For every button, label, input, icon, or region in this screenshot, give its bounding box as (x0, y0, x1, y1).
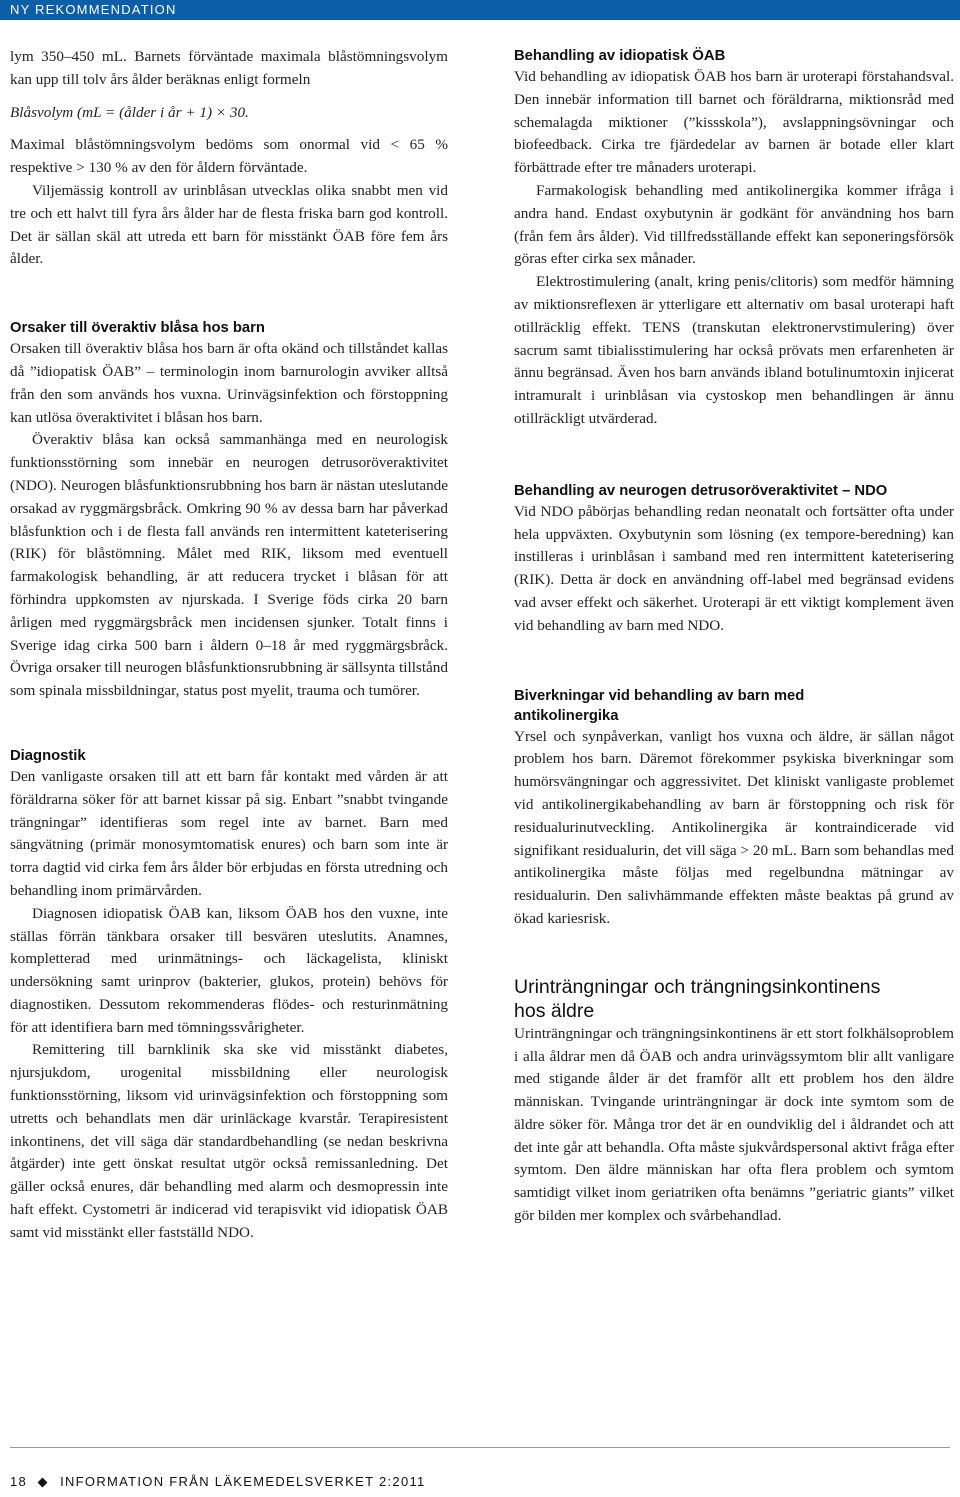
right-column (514, 46, 954, 1228)
idiopathic-treatment-heading: Behandling av idiopatisk ÖAB (514, 48, 726, 64)
diagnostics-paragraph-2: Diagnosen idiopatisk ÖAB kan, liksom ÖAB hos den vuxne, inte ställas förrän tänkbara orsaker till besvären uteslutits. Anamnes, kompletterad med urinmätnings- och läckagelista, kliniskt undersökning samt urinprov (bakterier, glukos, protein) behövs för diagnostiken. Dessutom rekommenderas flödes- och resturinmätning för att identifiera barn med tömningssvårigheter. (10, 904, 448, 1036)
idiopathic-paragraph-3: Elektrostimulering (analt, kring penis/clitoris) som medför hämning av miktionsreflexen är ytterligare ett alternativ om basal uroterapi haft otillräcklig effekt. TENS (transkutan elektronervstimulering) över sacrum samt tibialisstimulering har också prövats men erfarenheten är ännu begränsad. Även hos barn används ibland botulinumtoxin injicerat intramuralt i urinblåsan via cystoskop men behandlingen är ännu otillräckligt utvärderad. (514, 273, 954, 427)
side-effects-heading-line-1: Biverkningar vid behandling av barn med (514, 687, 805, 704)
publication-name: INFORMATION FRÅN LÄKEMEDELSVERKET 2:2011 (60, 1474, 426, 1489)
causes-paragraph-2: Överaktiv blåsa kan också sammanhänga med en neurologisk funktionsstörning som innebär en neurogen detrusoröveraktivitet (NDO). Neurogen blåsfunktionsrubbning hos barn är nästan uteslutande orsakad av ryggmärgsbråck. Omkring 90 % av dessa barn har påverkad blåsfunktion och i de flesta fall används ren intermittent kateterisering (RIK) för blåstömning. Målet med RIK, liksom med eventuell farmakologisk behandling, är att reducera trycket i blåsan för att förhindra uppkomsten av njurskada. I Sverige föds cirka 20 barn årligen med ryggmärgsbråck men incidensen sjunker. Totalt finns i Sverige idag cirka 500 barn i åldern 0–18 år med ryggmärgsbråck. Övriga orsaker till neurogen blåsfunktionsrubbning är sällsynta tillstånd som spinala missbildningar, status post myelit, trauma och tumörer. (10, 431, 448, 700)
idiopathic-paragraph-1: Vid behandling av idiopatisk ÖAB hos barn är uroterapi förstahandsval. Den innebär information till barnet och föräldrarna, miktionsråd med schemalagda miktioner (”kissskola”), avslappningsövningar och biofeedback. Cirka tre fjärdedelar av barnen är botade eller klart förbättrade efter tre månaders uroterapi. (514, 68, 954, 177)
elderly-paragraph-1: Urinträngningar och trängningsinkontinens är ett stort folkhälsoproblem i alla åldrar men då ÖAB och andra urinvägssymtom blir allt vanligare med stigande ålder är det framför allt ett problem hos den äldre människan. Tvingande urinträngningar är dock inte symtom som de äldre söker för. Många tror det är en oundviklig del i åldrandet och att det inte går att behandla. Ofta måste sjukvårdspersonal aktivt fråga efter symtom. Den äldre människan har ofta flera problem och symtom samtidigt vilket inom geriatriken ofta benämns ”geriatric giants” vilket gör bilden mer komplex och svårbehandlad. (514, 1024, 954, 1225)
diagnostics-heading: Diagnostik (10, 747, 86, 764)
volume-formula: Blåsvolym (mL = (ålder i år + 1) × 30. (10, 103, 249, 121)
side-effects-heading-line-2: antikolinergika (514, 707, 619, 724)
page-number: 18 (10, 1474, 28, 1489)
side-effects-heading (514, 686, 954, 726)
header-bar (0, 0, 960, 20)
footer-divider (10, 1447, 950, 1448)
section-label: NY REKOMMENDATION (10, 2, 177, 17)
elderly-section-heading (514, 975, 954, 1023)
causes-heading: Orsaker till överaktiv blåsa hos barn (10, 320, 265, 337)
intro-paragraph-3: Viljemässig kontroll av urinblåsan utvecklas olika snabbt men vid tre och ett halvt till fyra års ålder har de flesta friska barn god kontroll. Det är sällan skäl att utreda ett barn för misstänkt ÖAB före fem års ålder. (10, 181, 448, 268)
page-footer (10, 1472, 426, 1492)
side-effects-paragraph-1: Yrsel och synpåverkan, vanligt hos vuxna och äldre, är sällan något problem hos barn. Däremot förekommer psykiska biverkningar som humörsvängningar och aggressivitet. Det kliniskt vanligaste problemet vid antikolinergikabehandling av barn är förstoppning och risk för residualurinutveckling. Antikolinergika är kontraindicerade vid signifikant residualurin, det vill säga > 20 mL. Barn som behandlas med antikolinergika måste följas med regelbundna mätningar av residualurin. Den salivhämmande effekten måste beaktas på grund av ökad kariesrisk. (514, 727, 954, 927)
idiopathic-paragraph-2: Farmakologisk behandling med antikolinergika kommer ifråga i andra hand. Endast oxybutynin är godkänt för användning hos barn (från fem års ålder). Vid tillfredsställande effekt kan seponeringsförsök göras efter cirka sex månader. (514, 181, 954, 268)
diagnostics-paragraph-3: Remittering till barnklinik ska ske vid misstänkt diabetes, njursjukdom, urogenital missbildning eller neurologisk funktionsstörning, liksom vid urinvägsinfektion och förstoppning som utretts och behandlats men där urinläckage kvarstår. Terapiresistent inkontinens, det vill säga där standardbehandling (se nedan beskrivna åtgärder) inte gett önskat resultat utgör också remissanledning. Det gäller också enures, där behandling med alarm och desmopressin inte haft effekt. Cystometri är indicerad vid terapisvikt vid idiopatisk ÖAB samt vid misstänkt eller fastställd NDO. (10, 1041, 448, 1241)
neurogenic-treatment-heading: Behandling av neurogen detrusoröveraktivitet – NDO (514, 482, 888, 499)
left-column (10, 46, 448, 1245)
intro-paragraph-1: lym 350–450 mL. Barnets förväntade maximala blåstömningsvolym kan upp till tolv års ålder beräknas enligt formeln (10, 48, 448, 88)
elderly-heading-line-1: Urinträngningar och trängningsinkontinens (514, 975, 881, 998)
diagnostics-paragraph-1: Den vanligaste orsaken till att ett barn får kontakt med vården är att föräldrarna söker för att barnet kissar på sig. Enbart ”snabbt tvingande trängningar” identifieras som regel inte av barnet. Barn med sängvätning (primär monosymtomatisk enures) och barn som inte är torra dagtid vid cirka fem års ålder bör erbjudas en första utredning och behandling inom primärvården. (10, 767, 448, 899)
neurogenic-paragraph-1: Vid NDO påbörjas behandling redan neonatalt och fortsätter ofta under hela uppväxten. Oxybutynin som lösning (ex tempore-beredning) kan instilleras i urinblåsan i samband med ren intermittent kateterisering (RIK). Detta är dock en användning off-label med begränsad evidens vad avser effekt och säkerhet. Uroterapi är ett viktigt komplement även vid behandling av barn med NDO. (514, 502, 954, 634)
intro-paragraph-2: Maximal blåstömningsvolym bedöms som onormal vid < 65 % respektive > 130 % av den för åldern förväntade. (10, 136, 448, 177)
diamond-separator-icon (38, 1477, 48, 1487)
causes-paragraph-1: Orsaken till överaktiv blåsa hos barn är ofta okänd och tillståndet kallas då ”idiopatisk ÖAB” – terminologin inom barnurologin avviker alltså från den som används hos vuxna. Urinvägsinfektion och förstoppning kan utlösa överaktivitet i blåsan hos barn. (10, 340, 448, 426)
elderly-heading-line-2: hos äldre (514, 999, 595, 1022)
